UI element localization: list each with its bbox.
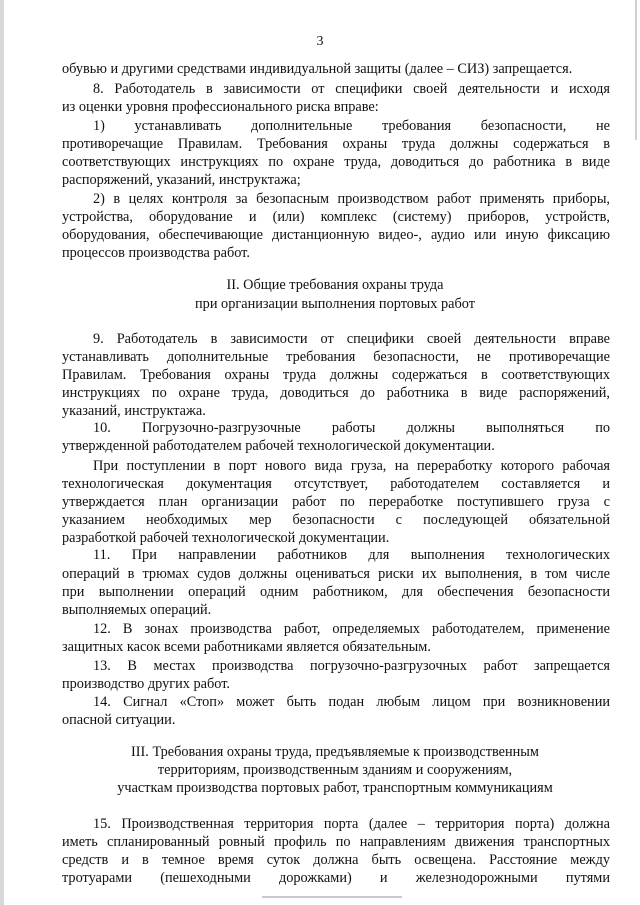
text-line: защитных касок всеми работниками является обязательным. xyxy=(62,639,431,655)
section-heading: при организации выполнения портовых работ xyxy=(195,296,475,312)
section-heading: II. Общие требования охраны труда xyxy=(226,277,444,293)
text-line: разработкой рабочей технологической документации. xyxy=(62,530,390,546)
text-line: 2) в целях контроля за безопасным производством работ применять приборы, xyxy=(93,191,610,207)
text-line: 12. В зонах производства работ, определяемых работодателем, применение xyxy=(93,621,610,637)
text-line: распоряжений, указаний, инструктажа; xyxy=(62,172,301,188)
text-line: При поступлении в порт нового вида груза, на переработку которого рабочая xyxy=(93,458,610,474)
scan-edge-left xyxy=(0,0,4,905)
text-line: 11. При направлении работников для выполнения технологических xyxy=(93,547,610,563)
text-line: 10. Погрузочно-разгрузочные работы должны выполняться по xyxy=(93,420,610,436)
text-line: 14. Сигнал «Стоп» может быть подан любым лицом при возникновении xyxy=(93,694,610,710)
text-line: при выполнении операций одним работником, для обеспечения безопасности xyxy=(62,584,610,600)
text-line: Правилам. Требования охраны труда должны содержаться в соответствующих xyxy=(62,367,610,383)
text-line: выполняемых операций. xyxy=(62,602,212,618)
text-line: средств и в темное время суток должна быть освещена. Расстояние между xyxy=(62,852,610,868)
text-line: утвержденной работодателем рабочей технологической документации. xyxy=(62,438,495,454)
text-line: тротуарами (пешеходными дорожками) и железнодорожными путями xyxy=(62,870,610,886)
text-line: обувью и другими средствами индивидуальной защиты (далее – СИЗ) запрещается. xyxy=(62,61,573,77)
text-line: инструкциях по охране труда, доводиться до работника в виде распоряжений, xyxy=(62,385,610,401)
section-heading: III. Требования охраны труда, предъявляемые к производственным xyxy=(131,744,539,760)
page-number: 3 xyxy=(316,34,324,49)
text-line: соответствующих инструкциях по охране труда, доводиться до работника в виде xyxy=(62,154,610,170)
text-line: 15. Производственная территория порта (далее – территория порта) должна xyxy=(93,816,610,832)
scan-artifact xyxy=(262,896,402,898)
text-line: опасной ситуации. xyxy=(62,712,176,728)
text-line: производство других работ. xyxy=(62,676,230,692)
scan-edge-right xyxy=(635,0,637,140)
text-line: процессов производства работ. xyxy=(62,245,250,261)
text-line: оборудования, обеспечивающие дистанционную видео-, аудио или иную фиксацию xyxy=(62,227,610,243)
text-line: указаний, инструктажа. xyxy=(62,403,206,419)
text-line: 1) устанавливать дополнительные требования безопасности, не xyxy=(93,118,610,134)
text-line: 13. В местах производства погрузочно-разгрузочных работ запрещается xyxy=(93,658,610,674)
text-line: 8. Работодатель в зависимости от специфики своей деятельности и исходя xyxy=(93,81,610,97)
text-line: технологическая документация отсутствует, работодателем составляется и xyxy=(62,476,610,492)
text-line: устройства, оборудование и (или) комплекс (систему) приборов, устройств, xyxy=(62,209,610,225)
text-line: утверждается план организации работ по переработке поступившего груза с xyxy=(62,494,610,510)
text-line: 9. Работодатель в зависимости от специфики своей деятельности вправе xyxy=(93,331,610,347)
text-line: операций в трюмах судов должны оцениваться риски их выполнения, в том числе xyxy=(62,566,610,582)
text-line: из оценки уровня профессионального риска вправе: xyxy=(62,99,379,115)
text-line: противоречащие Правилам. Требования охраны труда должны содержаться в xyxy=(62,136,610,152)
text-line: иметь спланированный ровный профиль по направлениям движения транспортных xyxy=(62,834,610,850)
section-heading: территориям, производственным зданиям и сооружениям, xyxy=(157,762,513,778)
text-line: указанием необходимых мер безопасности с последующей обязательной xyxy=(62,512,610,528)
text-line: устанавливать дополнительные требования безопасности, не противоречащие xyxy=(62,349,610,365)
section-heading: участкам производства портовых работ, транспортным коммуникациям xyxy=(117,780,553,796)
